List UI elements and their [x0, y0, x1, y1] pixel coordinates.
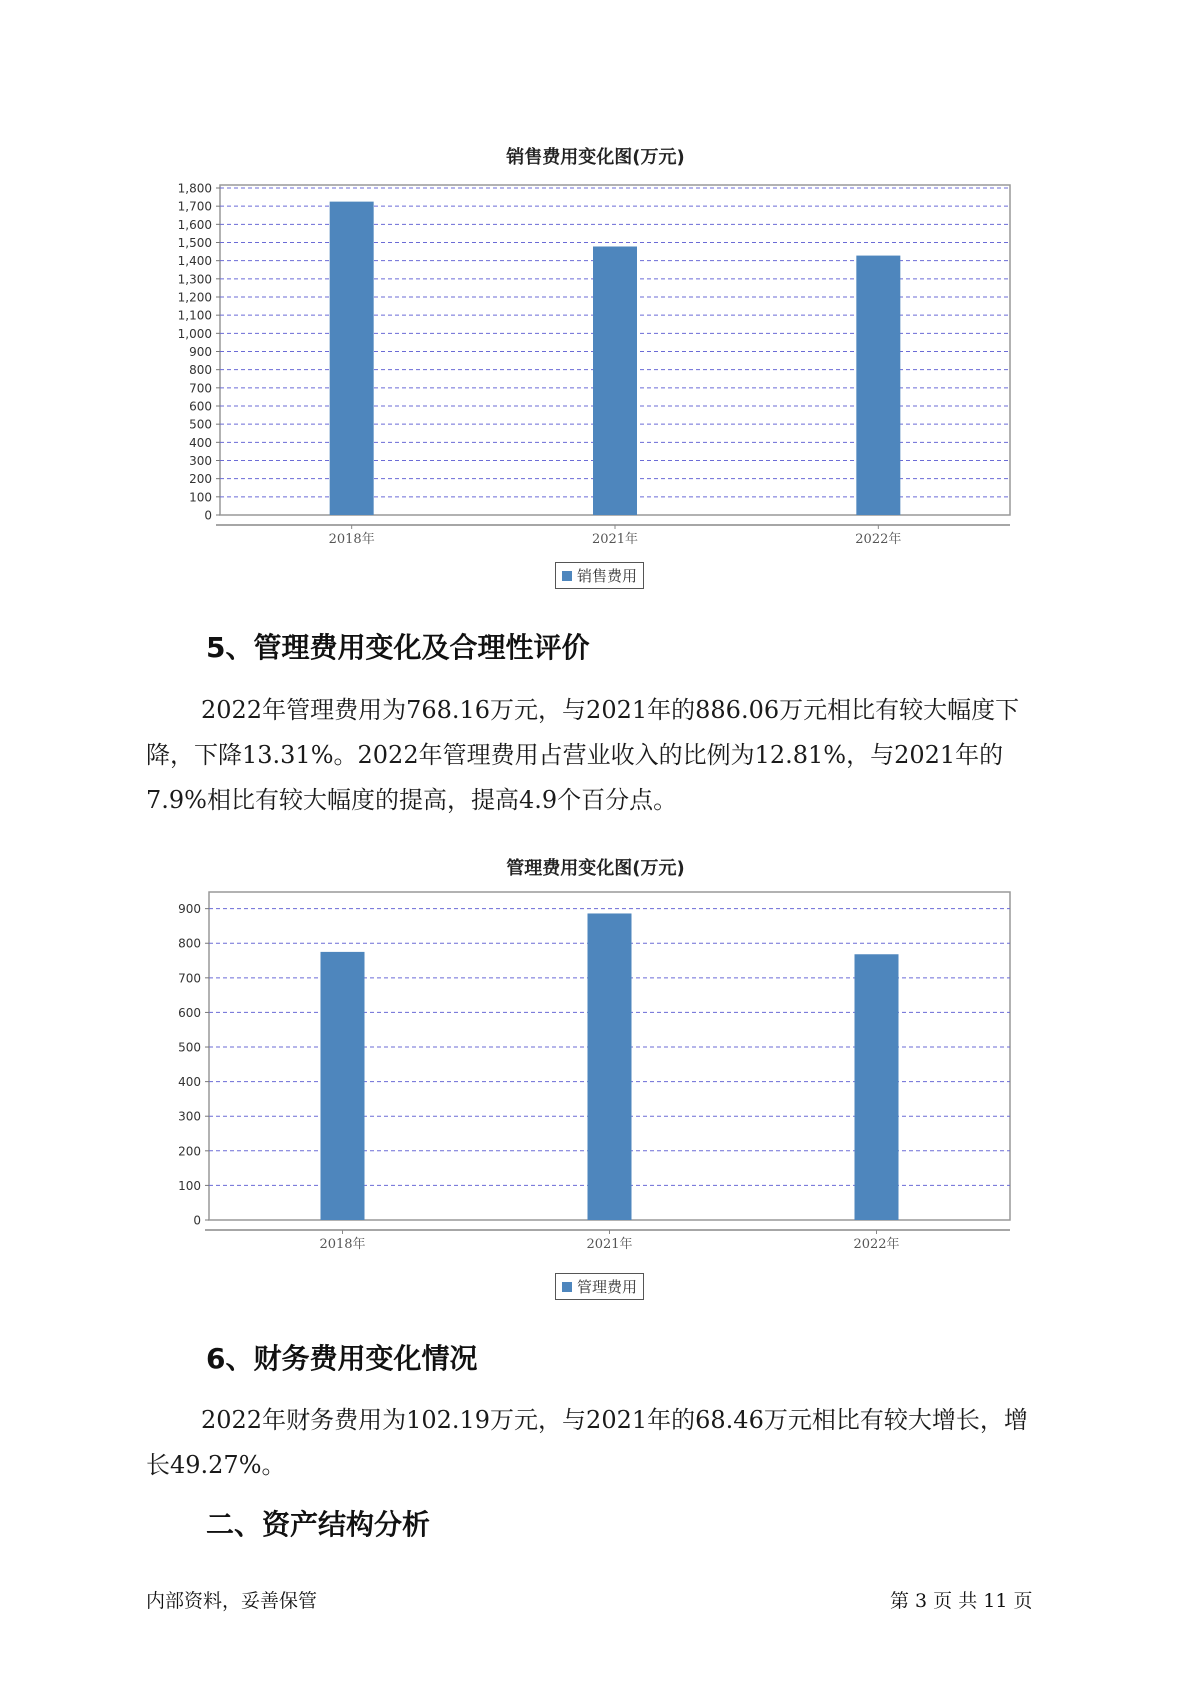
bar	[856, 256, 900, 515]
y-tick-label: 200	[189, 472, 212, 487]
y-tick-label: 100	[189, 490, 212, 505]
admin-chart-legend	[555, 1273, 644, 1300]
y-tick-label: 200	[178, 1144, 201, 1159]
y-tick-label: 1,300	[177, 272, 212, 287]
x-tick-label: 2022年	[853, 1237, 900, 1252]
y-tick-label: 1,800	[177, 181, 212, 196]
x-tick-label: 2018年	[328, 532, 375, 547]
admin-chart	[0, 870, 1191, 1262]
section6-heading: 6、财务费用变化情况	[206, 1342, 478, 1375]
y-tick-label: 600	[189, 399, 212, 414]
admin-chart-title: 管理费用变化图(万元)	[506, 858, 685, 879]
x-tick-label: 2021年	[586, 1237, 633, 1252]
x-tick-label: 2018年	[319, 1237, 366, 1252]
y-tick-label: 900	[189, 345, 212, 359]
y-tick-label: 400	[178, 1075, 201, 1090]
y-tick-label: 700	[189, 381, 212, 396]
bar	[855, 954, 899, 1220]
y-tick-label: 100	[178, 1178, 201, 1193]
y-tick-label: 0	[204, 508, 212, 523]
y-tick-label: 1,200	[177, 290, 212, 305]
y-tick-label: 1,700	[177, 199, 212, 214]
x-tick-label: 2022年	[855, 532, 902, 547]
y-tick-label: 600	[178, 1005, 201, 1020]
sales-chart-title: 销售费用变化图(万元)	[506, 147, 685, 168]
y-tick-label: 800	[189, 363, 212, 378]
section6-paragraph: 2022年财务费用为102.19万元，与2021年的68.46万元相比有较大增长，增长49.27%。	[146, 1406, 1028, 1479]
y-tick-label: 500	[189, 417, 212, 432]
y-tick-label: 0	[193, 1213, 201, 1228]
y-tick-label: 800	[178, 936, 201, 951]
footer-page-number: 第 3 页 共 11 页	[890, 1590, 1033, 1612]
footer-confidential-note: 内部资料，妥善保管	[146, 1590, 318, 1612]
bar	[593, 246, 637, 515]
y-tick-label: 700	[178, 971, 201, 986]
bar	[321, 952, 365, 1220]
sales-legend-label: 销售费用	[577, 567, 638, 585]
x-tick-label: 2021年	[591, 532, 639, 547]
bar	[588, 913, 632, 1220]
section5-heading: 5、管理费用变化及合理性评价	[206, 631, 590, 664]
y-tick-label: 500	[178, 1040, 201, 1055]
y-tick-label: 1,000	[177, 326, 212, 341]
y-tick-label: 900	[178, 902, 201, 917]
y-tick-label: 400	[189, 435, 212, 450]
y-tick-label: 300	[189, 454, 212, 468]
admin-legend-label: 管理费用	[577, 1278, 638, 1296]
bar	[330, 202, 374, 515]
sales-chart	[0, 160, 1191, 550]
sales-chart-legend	[555, 562, 644, 589]
y-tick-label: 1,100	[177, 308, 212, 323]
y-tick-label: 1,500	[177, 236, 212, 250]
section-two-heading: 二、资产结构分析	[206, 1508, 431, 1541]
section5-paragraph: 2022年管理费用为768.16万元，与2021年的886.06万元相比有较大幅度下降，下降13.31%。2022年管理费用占营业收入的比例为12.81%，与2021年的7.9%相比有较大幅度的提高，提高4.9个百分点。	[146, 696, 1020, 814]
legend-swatch-icon	[562, 1282, 572, 1292]
legend-swatch-icon	[562, 571, 572, 581]
y-tick-label: 1,400	[177, 254, 212, 269]
y-tick-label: 300	[178, 1109, 201, 1124]
y-tick-label: 1,600	[177, 217, 212, 232]
